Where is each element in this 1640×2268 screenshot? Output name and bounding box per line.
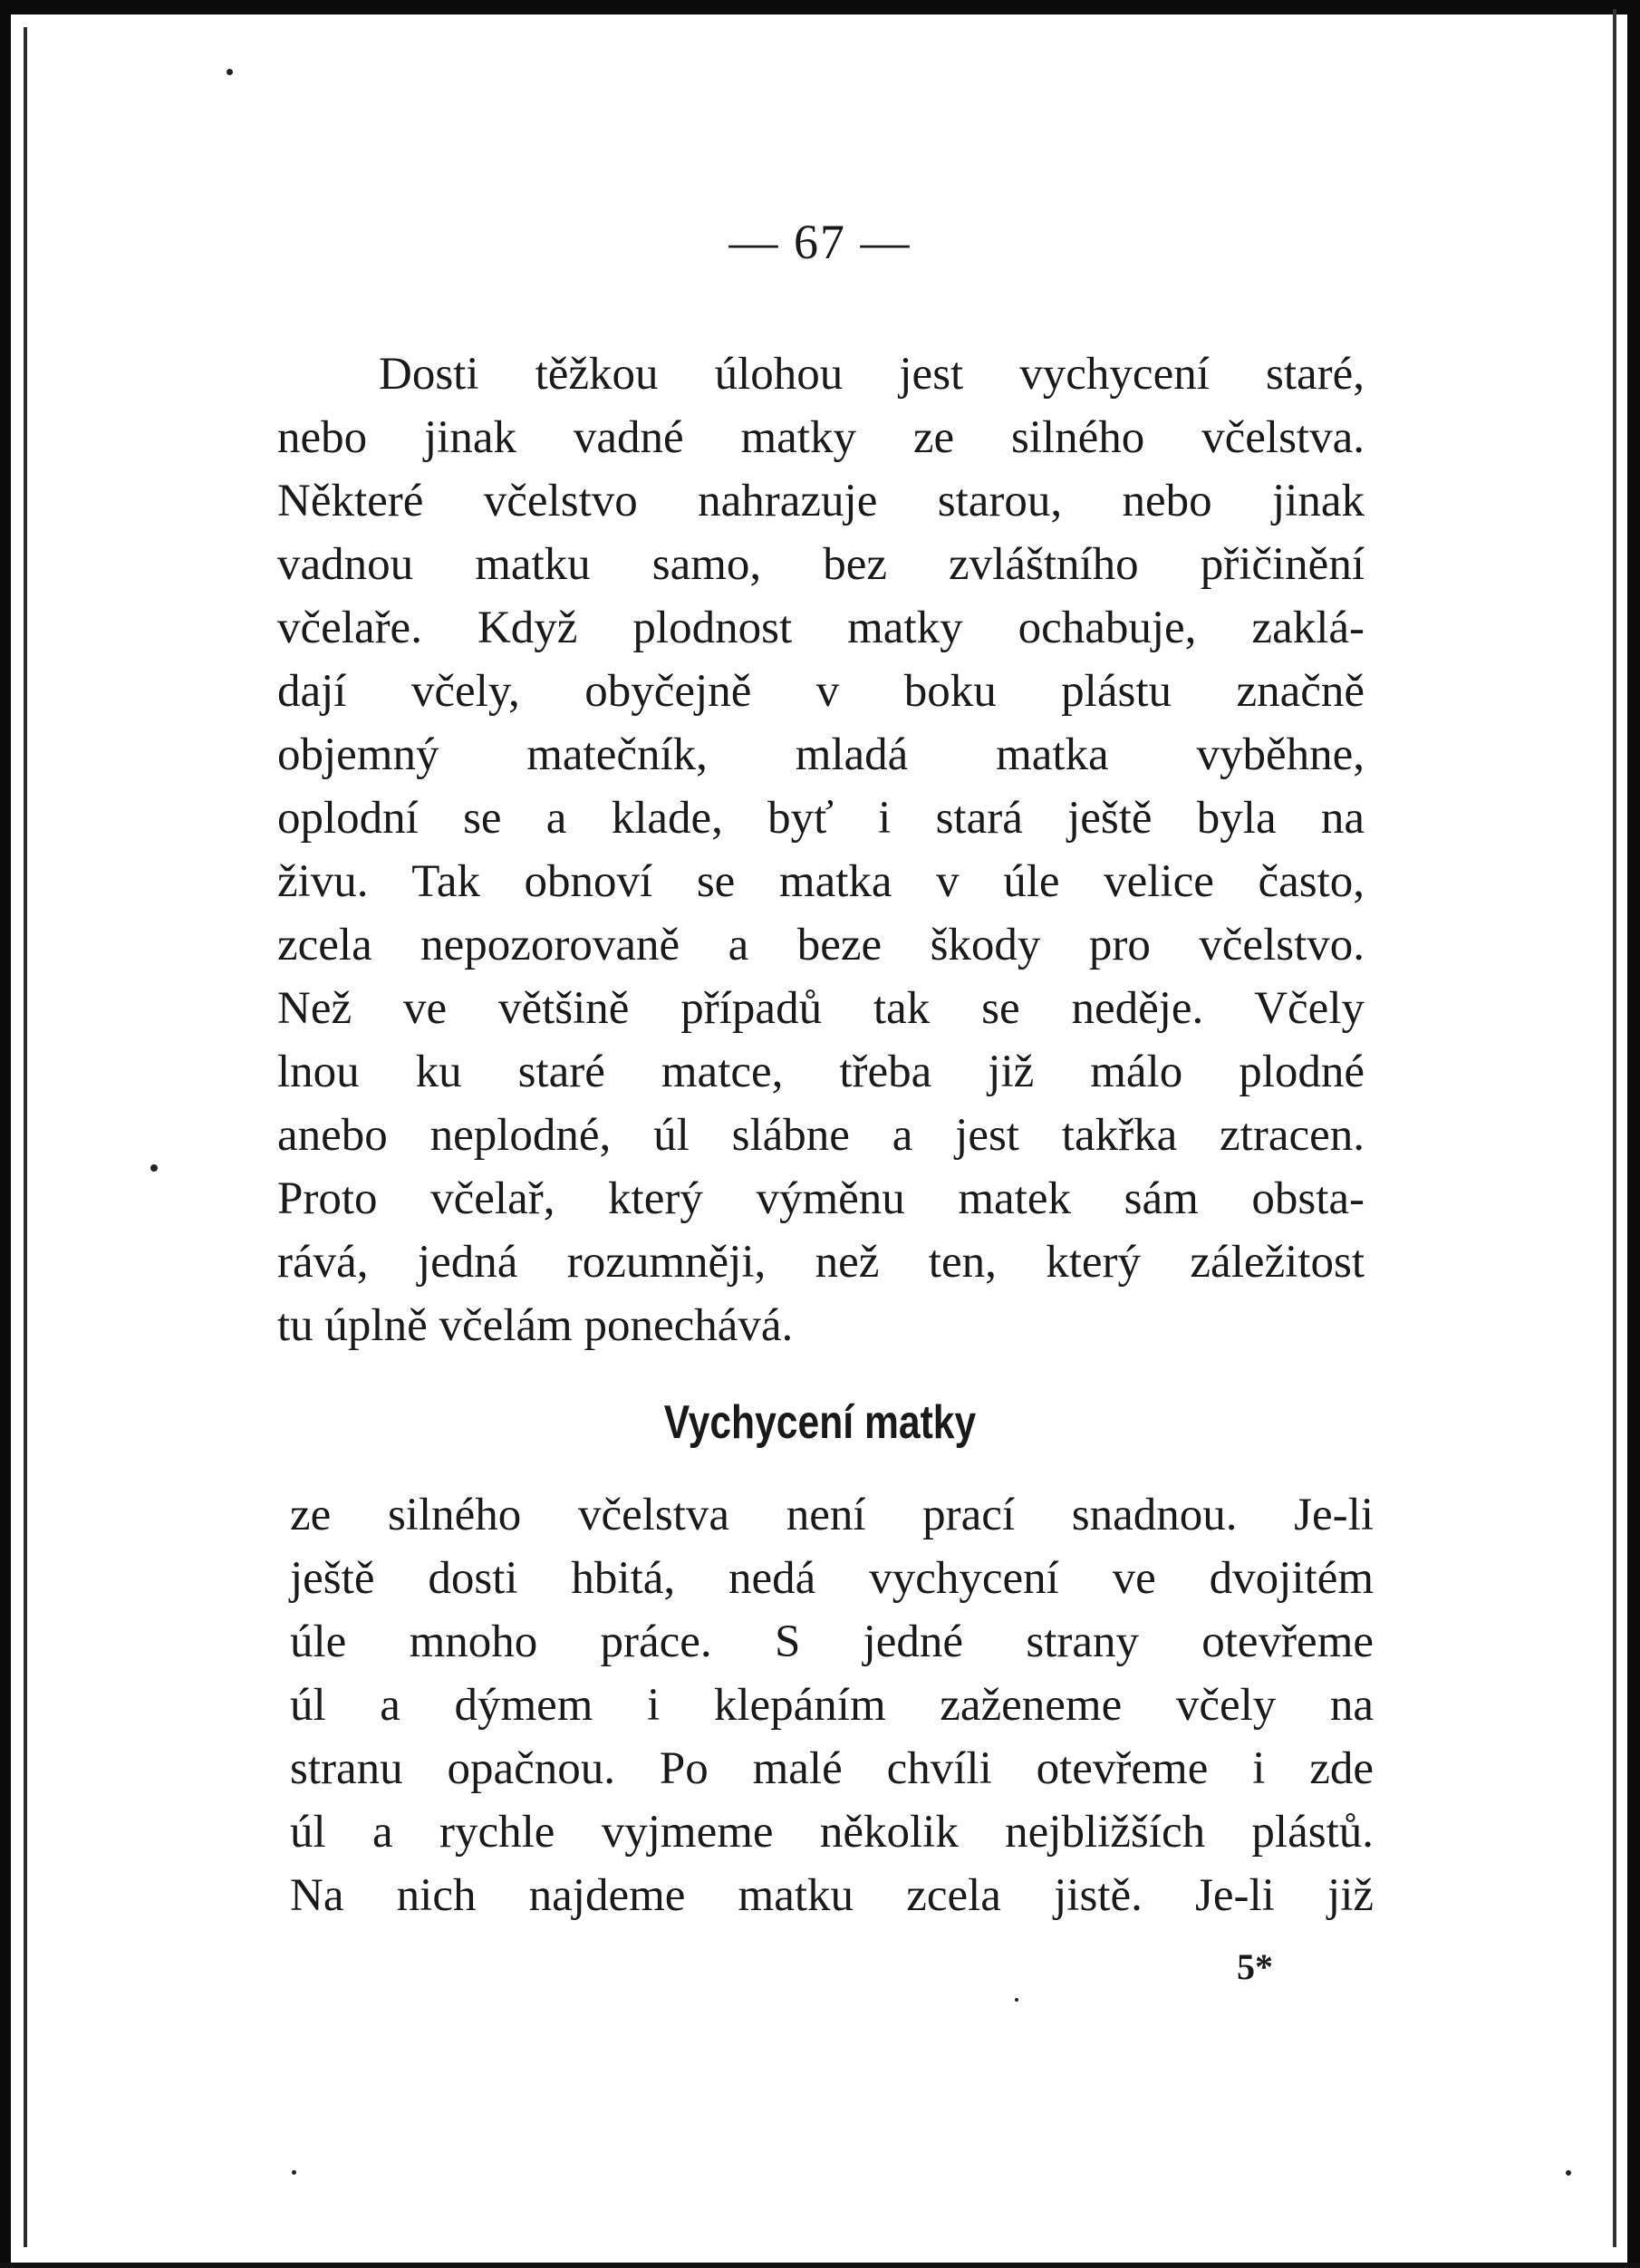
scan-edge-right xyxy=(1627,0,1640,2268)
text-line: lnou ku staré matce, třeba již málo plodné xyxy=(277,1047,1365,1097)
dust-speck xyxy=(1015,1998,1018,2002)
text-line: tu úplně včelám ponechává. xyxy=(277,1300,794,1351)
text-line: dají včely, obyčejně v boku plástu značně xyxy=(277,666,1365,717)
dust-speck xyxy=(227,69,233,75)
section-heading: Vychycení matky xyxy=(663,1396,977,1449)
scan-edge-left xyxy=(0,0,11,2268)
text-line: rává, jedná rozumněji, než ten, který záležitost xyxy=(277,1237,1365,1288)
paragraph-2 xyxy=(290,1483,1374,1927)
text-line: zcela nepozorovaně a beze škody pro včelstvo. xyxy=(277,920,1365,970)
dust-speck xyxy=(150,1164,158,1172)
text-line: Na nich najdeme matku zcela jistě. Je-li již xyxy=(290,1870,1374,1921)
scan-edge-top xyxy=(0,0,1640,14)
text-line: ještě dosti hbitá, nedá vychycení ve dvojitém xyxy=(290,1553,1374,1604)
text-line: Některé včelstvo nahrazuje starou, nebo jinak xyxy=(277,476,1365,526)
text-line: stranu opačnou. Po malé chvíli otevřeme i zde xyxy=(290,1743,1374,1794)
text-line: živu. Tak obnoví se matka v úle velice často, xyxy=(277,856,1365,907)
text-line: anebo neplodné, úl slábne a jest takřka ztracen. xyxy=(277,1110,1365,1161)
text-line: oplodní se a klade, byť i stará ještě byla na xyxy=(277,793,1365,844)
text-line: Dosti těžkou úlohou jest vychycení staré, xyxy=(379,349,1365,400)
dust-speck xyxy=(1566,2170,1571,2176)
paragraph-1 xyxy=(277,343,1365,1357)
text-line: ze silného včelstva není prací snadnou. Je-li xyxy=(290,1490,1374,1540)
text-line: Než ve většině případů tak se neděje. Včely xyxy=(277,983,1365,1034)
scan-edge-bottom xyxy=(0,2263,1640,2268)
scan-edge-left-inner xyxy=(24,27,27,2247)
text-line: objemný matečník, mladá matka vyběhne, xyxy=(277,729,1365,780)
text-line: úle mnoho práce. S jedné strany otevřeme xyxy=(290,1617,1374,1667)
text-line: vadnou matku samo, bez zvláštního přičinění xyxy=(277,539,1365,590)
text-line: úl a dýmem i klepáním zaženeme včely na xyxy=(290,1680,1374,1731)
printer-signature-mark: 5* xyxy=(1237,1946,1273,1987)
text-line: nebo jinak vadné matky ze silného včelstva. xyxy=(277,412,1365,463)
scan-edge-right-inner xyxy=(1613,9,1616,2247)
text-line: Proto včelař, který výměnu matek sám obsta- xyxy=(277,1173,1365,1224)
text-line: včelaře. Když plodnost matky ochabuje, zaklá- xyxy=(277,603,1365,653)
text-line: úl a rychle vyjmeme několik nejbližších plástů. xyxy=(290,1807,1374,1858)
page-number: — 67 — xyxy=(728,215,912,269)
dust-speck xyxy=(292,2170,296,2175)
